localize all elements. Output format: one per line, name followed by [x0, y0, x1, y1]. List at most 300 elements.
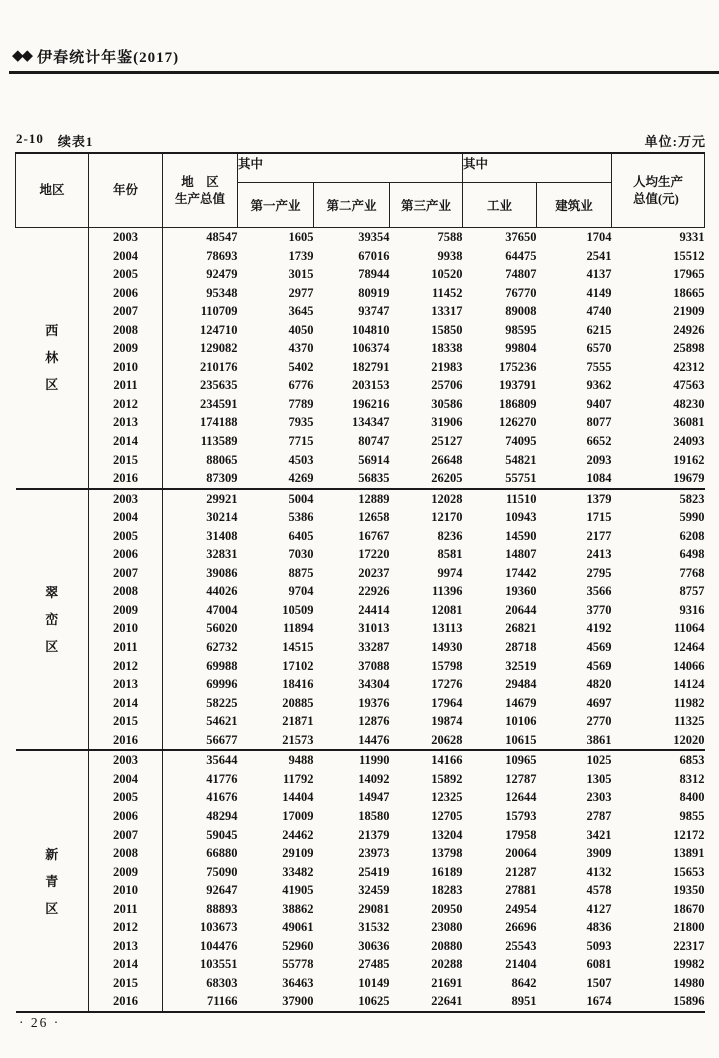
- value-cell: 6081: [586, 957, 612, 972]
- value-cell: 14947: [358, 790, 390, 805]
- value-cell: 78693: [206, 248, 238, 263]
- value-cell: 29921: [206, 491, 238, 506]
- value-cell: 14515: [282, 640, 314, 655]
- value-cell: 21800: [673, 920, 705, 935]
- value-cell: 14066: [673, 658, 705, 673]
- value-cell: 33482: [282, 864, 314, 879]
- value-cell: 30636: [358, 938, 390, 953]
- value-cell: 4820: [586, 677, 612, 692]
- value-cell: 5823: [679, 491, 705, 506]
- region-label-char: 区: [45, 900, 59, 916]
- value-cell: 203153: [352, 378, 390, 393]
- value-cell: 13891: [673, 846, 705, 861]
- value-cell: 14679: [505, 695, 537, 710]
- value-cell: 1507: [586, 975, 612, 990]
- value-cell: 186809: [499, 396, 537, 411]
- value-cell: 21691: [431, 975, 463, 990]
- value-cell: 1084: [586, 471, 612, 486]
- value-cell: 124710: [200, 322, 238, 337]
- value-cell: 14807: [505, 547, 537, 562]
- value-cell: 134347: [352, 415, 390, 430]
- table-row: [16, 675, 705, 694]
- value-cell: 196216: [352, 396, 390, 411]
- table-row: [16, 527, 705, 546]
- value-cell: 13798: [431, 846, 463, 861]
- value-cell: 47004: [206, 602, 238, 617]
- table-row: [16, 601, 705, 620]
- value-cell: 59045: [206, 827, 238, 842]
- value-cell: 69996: [206, 677, 238, 692]
- year-cell: 2004: [89, 247, 163, 266]
- value-cell: 12325: [431, 790, 463, 805]
- year-cell: 2011: [89, 638, 163, 657]
- year-cell: 2005: [89, 265, 163, 284]
- value-cell: 7588: [437, 230, 463, 244]
- col-header-primary-industry: 第一产业: [238, 183, 314, 228]
- year-cell: 2005: [89, 788, 163, 807]
- value-cell: 14930: [431, 640, 463, 655]
- year-cell: 2012: [89, 657, 163, 676]
- value-cell: 11982: [673, 695, 705, 710]
- region-label: [16, 228, 89, 489]
- year-cell: 2009: [89, 339, 163, 358]
- table-number-caption: [16, 131, 93, 150]
- table-row: [16, 358, 705, 377]
- value-cell: 2541: [586, 248, 612, 263]
- value-cell: 10106: [505, 714, 537, 729]
- value-cell: 17102: [282, 658, 314, 673]
- value-cell: 25127: [431, 434, 463, 449]
- value-cell: 87309: [206, 471, 238, 486]
- year-cell: 2013: [89, 413, 163, 432]
- value-cell: 6208: [679, 528, 705, 543]
- table-row: [16, 302, 705, 321]
- value-cell: 15892: [431, 771, 463, 786]
- table-row: [16, 284, 705, 303]
- table-row: [16, 413, 705, 432]
- value-cell: 26821: [505, 621, 537, 636]
- col-header-gdp-line2: 生产总值: [174, 191, 225, 206]
- value-cell: 6776: [288, 378, 314, 393]
- value-cell: 21909: [673, 304, 705, 319]
- value-cell: 8581: [437, 547, 463, 562]
- value-cell: 6652: [586, 434, 612, 449]
- value-cell: 14476: [358, 732, 390, 747]
- value-cell: 22317: [673, 938, 705, 953]
- value-cell: 20237: [358, 565, 390, 580]
- value-cell: 31408: [206, 528, 238, 543]
- page-masthead: [12, 46, 719, 67]
- value-cell: 17958: [505, 827, 537, 842]
- table-row: [16, 712, 705, 731]
- year-cell: 2010: [89, 619, 163, 638]
- value-cell: 37650: [505, 230, 537, 244]
- page-number: · 26 ·: [19, 1015, 61, 1030]
- value-cell: 16189: [431, 864, 463, 879]
- value-cell: 23080: [431, 920, 463, 935]
- value-cell: 2177: [586, 528, 612, 543]
- value-cell: 10509: [282, 602, 314, 617]
- value-cell: 104810: [352, 322, 390, 337]
- value-cell: 55778: [282, 957, 314, 972]
- value-cell: 103551: [200, 957, 238, 972]
- value-cell: 12889: [358, 491, 390, 506]
- value-cell: 49061: [282, 920, 314, 935]
- value-cell: 8312: [679, 771, 705, 786]
- col-header-region: 地区: [16, 153, 89, 228]
- value-cell: 11064: [673, 621, 705, 636]
- value-cell: 19376: [358, 695, 390, 710]
- value-cell: 62732: [206, 640, 238, 655]
- col-header-year: 年份: [89, 153, 163, 228]
- value-cell: 182791: [352, 359, 390, 374]
- year-cell: 2009: [89, 601, 163, 620]
- year-cell: 2012: [89, 918, 163, 937]
- value-cell: 24093: [673, 434, 705, 449]
- value-cell: 20880: [431, 938, 463, 953]
- value-cell: 34304: [358, 677, 390, 692]
- year-cell: 2013: [89, 937, 163, 956]
- value-cell: 10615: [505, 732, 537, 747]
- diamond-icons: ◆◆: [12, 48, 32, 64]
- masthead-rule: [9, 71, 719, 74]
- value-cell: 67016: [358, 248, 390, 263]
- value-cell: 56914: [358, 452, 390, 467]
- table-row: [16, 619, 705, 638]
- table-row: [16, 228, 705, 247]
- value-cell: 20064: [505, 846, 537, 861]
- value-cell: 103673: [200, 920, 238, 935]
- value-cell: 25419: [358, 864, 390, 879]
- value-cell: 3770: [586, 602, 612, 617]
- value-cell: 32831: [206, 547, 238, 562]
- table-row: [16, 788, 705, 807]
- table-row: [16, 750, 705, 770]
- value-cell: 5093: [586, 938, 612, 953]
- region-label-char: 区: [45, 638, 59, 654]
- value-cell: 9974: [437, 565, 463, 580]
- value-cell: 15798: [431, 658, 463, 673]
- value-cell: 23973: [358, 846, 390, 861]
- value-cell: 98595: [505, 322, 537, 337]
- value-cell: 7555: [586, 359, 612, 374]
- value-cell: 19679: [673, 471, 705, 486]
- value-cell: 6215: [586, 322, 612, 337]
- value-cell: 1704: [586, 230, 612, 244]
- value-cell: 99804: [505, 341, 537, 356]
- value-cell: 24954: [505, 901, 537, 916]
- value-cell: 13317: [431, 304, 463, 319]
- region-label-char: 青: [45, 873, 59, 889]
- value-cell: 7715: [288, 434, 314, 449]
- year-cell: 2006: [89, 284, 163, 303]
- value-cell: 2787: [586, 808, 612, 823]
- table-row: [16, 900, 705, 919]
- table-row: [16, 731, 705, 751]
- value-cell: 42312: [673, 359, 705, 374]
- value-cell: 4569: [586, 640, 612, 655]
- col-header-tertiary-industry: 第三产业: [390, 183, 463, 228]
- value-cell: 11325: [673, 714, 705, 729]
- year-cell: 2003: [89, 489, 163, 509]
- value-cell: 12172: [673, 827, 705, 842]
- table-header: [16, 153, 705, 228]
- value-cell: 6405: [288, 528, 314, 543]
- value-cell: 47563: [673, 378, 705, 393]
- year-cell: 2003: [89, 228, 163, 247]
- value-cell: 41905: [282, 883, 314, 898]
- value-cell: 1025: [586, 753, 612, 768]
- value-cell: 93747: [358, 304, 390, 319]
- value-cell: 3421: [586, 827, 612, 842]
- value-cell: 58225: [206, 695, 238, 710]
- value-cell: 15793: [505, 808, 537, 823]
- value-cell: 6570: [586, 341, 612, 356]
- table-row: [16, 564, 705, 583]
- value-cell: 4269: [288, 471, 314, 486]
- value-cell: 8757: [679, 584, 705, 599]
- value-cell: 9316: [679, 602, 705, 617]
- value-cell: 13113: [431, 621, 463, 636]
- value-cell: 22641: [431, 994, 463, 1009]
- value-cell: 9488: [288, 753, 314, 768]
- year-cell: 2014: [89, 432, 163, 451]
- value-cell: 29484: [505, 677, 537, 692]
- value-cell: 14590: [505, 528, 537, 543]
- value-cell: 21379: [358, 827, 390, 842]
- table-row: [16, 376, 705, 395]
- value-cell: 17965: [673, 267, 705, 282]
- value-cell: 30586: [431, 396, 463, 411]
- value-cell: 10520: [431, 267, 463, 282]
- value-cell: 52960: [282, 938, 314, 953]
- table-row: [16, 770, 705, 789]
- value-cell: 35644: [206, 753, 238, 768]
- value-cell: 27881: [505, 883, 537, 898]
- value-cell: 4137: [586, 267, 612, 282]
- value-cell: 7789: [288, 396, 314, 411]
- value-cell: 24926: [673, 322, 705, 337]
- value-cell: 56020: [206, 621, 238, 636]
- value-cell: 48294: [206, 808, 238, 823]
- year-cell: 2008: [89, 582, 163, 601]
- value-cell: 29109: [282, 846, 314, 861]
- region-group: [16, 228, 705, 489]
- value-cell: 68303: [206, 975, 238, 990]
- value-cell: 106374: [352, 341, 390, 356]
- value-cell: 235635: [200, 378, 238, 393]
- value-cell: 29081: [358, 901, 390, 916]
- table-row: [16, 974, 705, 993]
- value-cell: 8875: [288, 565, 314, 580]
- value-cell: 1715: [586, 510, 612, 525]
- value-cell: 18665: [673, 285, 705, 300]
- region-group: [16, 489, 705, 751]
- year-cell: 2016: [89, 469, 163, 489]
- unit-label: 单位:万元: [644, 134, 706, 149]
- value-cell: 3861: [586, 732, 612, 747]
- value-cell: 4149: [586, 285, 612, 300]
- value-cell: 129082: [200, 341, 238, 356]
- value-cell: 7030: [288, 547, 314, 562]
- statistics-table: [15, 152, 705, 1013]
- value-cell: 7935: [288, 415, 314, 430]
- value-cell: 20288: [431, 957, 463, 972]
- value-cell: 31906: [431, 415, 463, 430]
- value-cell: 48547: [206, 230, 238, 244]
- value-cell: 175236: [499, 359, 537, 374]
- value-cell: 17220: [358, 547, 390, 562]
- value-cell: 10965: [505, 753, 537, 768]
- region-label: [16, 489, 89, 751]
- value-cell: 2303: [586, 790, 612, 805]
- value-cell: 80919: [358, 285, 390, 300]
- value-cell: 54621: [206, 714, 238, 729]
- year-cell: 2006: [89, 807, 163, 826]
- value-cell: 88065: [206, 452, 238, 467]
- value-cell: 6853: [679, 753, 705, 768]
- value-cell: 92647: [206, 883, 238, 898]
- value-cell: 10943: [505, 510, 537, 525]
- value-cell: 21573: [282, 732, 314, 747]
- value-cell: 20644: [505, 602, 537, 617]
- value-cell: 28718: [505, 640, 537, 655]
- value-cell: 21871: [282, 714, 314, 729]
- year-cell: 2015: [89, 712, 163, 731]
- value-cell: 18416: [282, 677, 314, 692]
- table-row: [16, 955, 705, 974]
- value-cell: 55751: [505, 471, 537, 486]
- value-cell: 3909: [586, 846, 612, 861]
- table-row: [16, 918, 705, 937]
- value-cell: 126270: [499, 415, 537, 430]
- value-cell: 18338: [431, 341, 463, 356]
- value-cell: 17442: [505, 565, 537, 580]
- value-cell: 18670: [673, 901, 705, 916]
- value-cell: 6498: [679, 547, 705, 562]
- year-cell: 2004: [89, 770, 163, 789]
- value-cell: 75090: [206, 864, 238, 879]
- value-cell: 36463: [282, 975, 314, 990]
- col-header-among-industries: 其中: [238, 153, 463, 183]
- year-cell: 2005: [89, 527, 163, 546]
- value-cell: 41676: [206, 790, 238, 805]
- col-header-gdp-line1: 地 区: [181, 174, 219, 189]
- value-cell: 5386: [288, 510, 314, 525]
- value-cell: 5004: [288, 491, 314, 506]
- value-cell: 9855: [679, 808, 705, 823]
- year-cell: 2011: [89, 376, 163, 395]
- value-cell: 7768: [679, 565, 705, 580]
- year-cell: 2012: [89, 395, 163, 414]
- table-row: [16, 638, 705, 657]
- value-cell: 2093: [586, 452, 612, 467]
- value-cell: 24414: [358, 602, 390, 617]
- value-cell: 1674: [586, 994, 612, 1009]
- value-cell: 92479: [206, 267, 238, 282]
- value-cell: 113589: [200, 434, 238, 449]
- value-cell: 8400: [679, 790, 705, 805]
- value-cell: 74095: [505, 434, 537, 449]
- value-cell: 15896: [673, 994, 705, 1009]
- year-cell: 2015: [89, 451, 163, 470]
- value-cell: 31532: [358, 920, 390, 935]
- year-cell: 2008: [89, 844, 163, 863]
- value-cell: 78944: [358, 267, 390, 282]
- value-cell: 21287: [505, 864, 537, 879]
- value-cell: 36081: [673, 415, 705, 430]
- year-cell: 2010: [89, 881, 163, 900]
- year-cell: 2014: [89, 694, 163, 713]
- table-row: [16, 545, 705, 564]
- value-cell: 89008: [505, 304, 537, 319]
- value-cell: 20885: [282, 695, 314, 710]
- value-cell: 66880: [206, 846, 238, 861]
- year-cell: 2009: [89, 863, 163, 882]
- col-header-per-capita-lines: [633, 174, 683, 208]
- value-cell: 234591: [200, 396, 238, 411]
- value-cell: 26696: [505, 920, 537, 935]
- value-cell: 64475: [505, 248, 537, 263]
- value-cell: 12028: [431, 491, 463, 506]
- value-cell: 11510: [505, 491, 537, 506]
- value-cell: 19162: [673, 452, 705, 467]
- value-cell: 26648: [431, 452, 463, 467]
- value-cell: 4569: [586, 658, 612, 673]
- value-cell: 19874: [431, 714, 463, 729]
- value-cell: 56835: [358, 471, 390, 486]
- table-row: [16, 694, 705, 713]
- col-header-per-capita-line2: 总值(元): [633, 191, 679, 206]
- value-cell: 17009: [282, 808, 314, 823]
- region-label: [16, 750, 89, 1012]
- year-cell: 2007: [89, 826, 163, 845]
- table-row: [16, 508, 705, 527]
- value-cell: 5402: [288, 359, 314, 374]
- value-cell: 25543: [505, 938, 537, 953]
- table-row: [16, 582, 705, 601]
- value-cell: 19350: [673, 883, 705, 898]
- value-cell: 26205: [431, 471, 463, 486]
- year-cell: 2016: [89, 992, 163, 1012]
- year-cell: 2006: [89, 545, 163, 564]
- value-cell: 12020: [673, 732, 705, 747]
- value-cell: 2977: [288, 285, 314, 300]
- value-cell: 8236: [437, 528, 463, 543]
- value-cell: 12170: [431, 510, 463, 525]
- table-row: [16, 395, 705, 414]
- value-cell: 9331: [679, 230, 705, 244]
- value-cell: 14166: [431, 753, 463, 768]
- value-cell: 4370: [288, 341, 314, 356]
- value-cell: 3566: [586, 584, 612, 599]
- value-cell: 193791: [499, 378, 537, 393]
- value-cell: 8077: [586, 415, 612, 430]
- value-cell: 9938: [437, 248, 463, 263]
- value-cell: 2795: [586, 565, 612, 580]
- value-cell: 14980: [673, 975, 705, 990]
- value-cell: 12705: [431, 808, 463, 823]
- table-row: [16, 937, 705, 956]
- value-cell: 18580: [358, 808, 390, 823]
- value-cell: 31013: [358, 621, 390, 636]
- value-cell: 22926: [358, 584, 390, 599]
- value-cell: 33287: [358, 640, 390, 655]
- value-cell: 24462: [282, 827, 314, 842]
- value-cell: 80747: [358, 434, 390, 449]
- value-cell: 4836: [586, 920, 612, 935]
- value-cell: 9407: [586, 396, 612, 411]
